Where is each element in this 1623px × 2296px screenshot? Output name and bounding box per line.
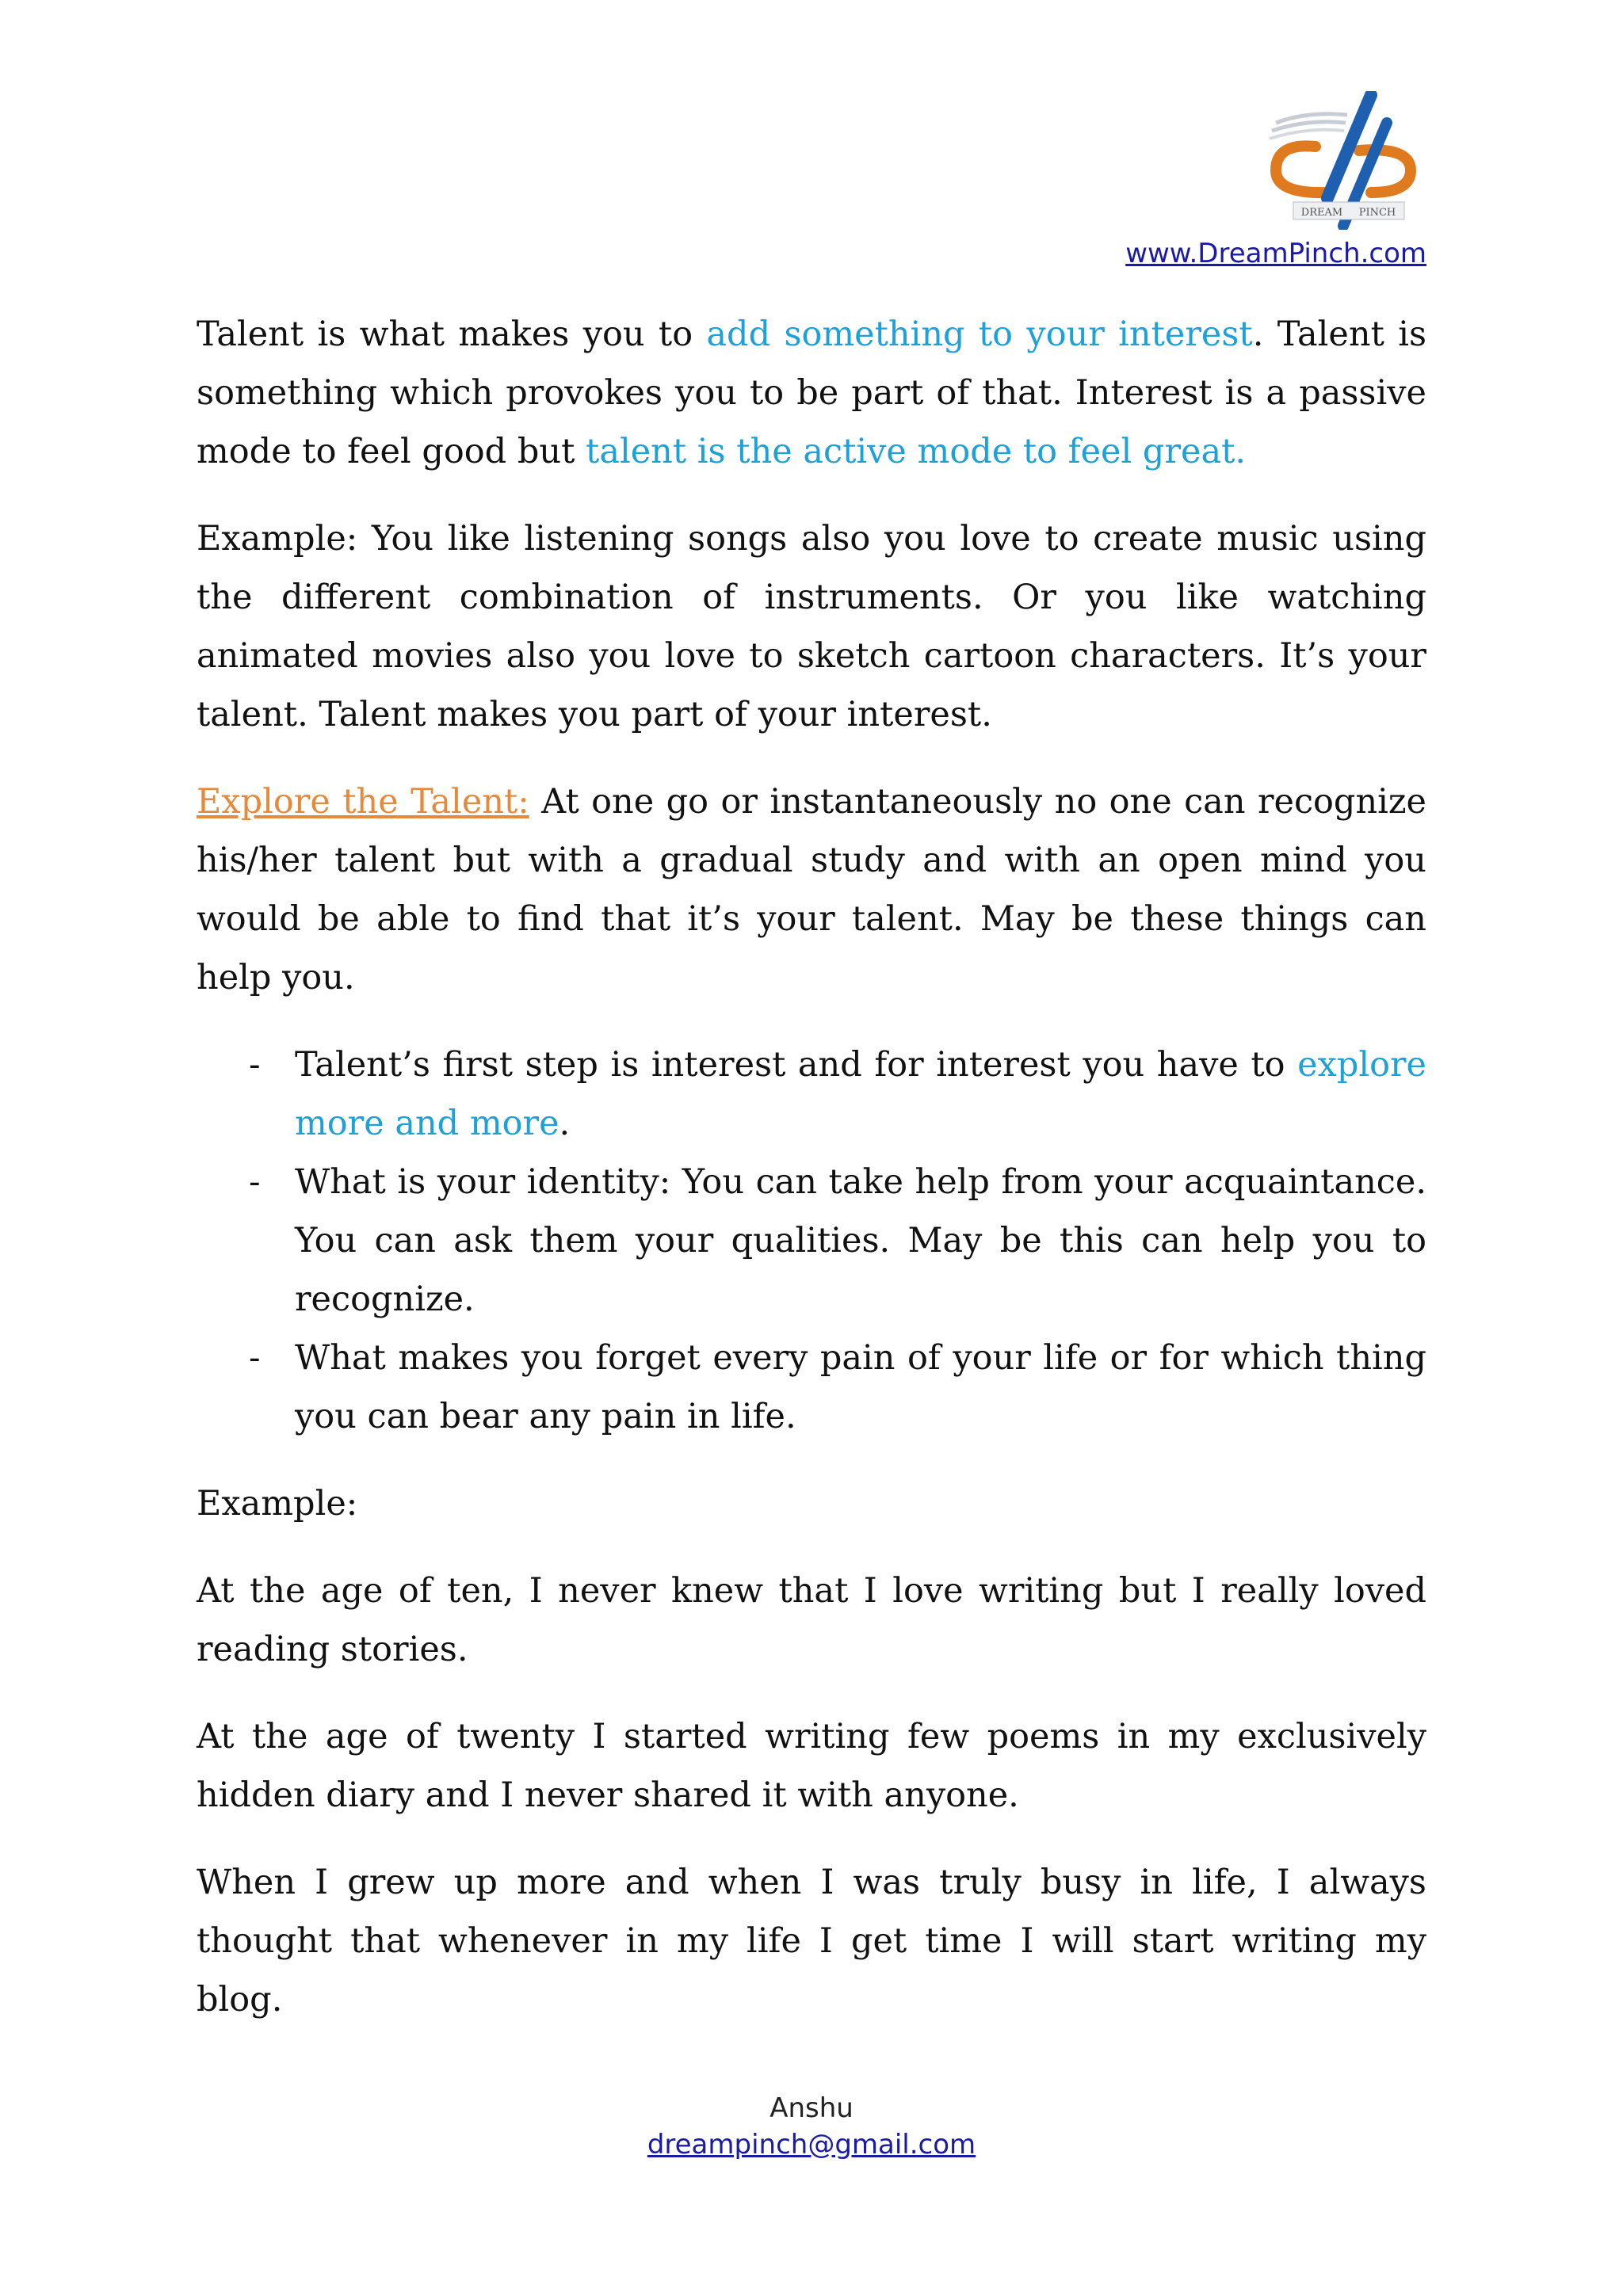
text: Talent is what makes you to [197,315,707,354]
dreampinch-logo-icon [1252,91,1434,230]
text: What makes you forget every pain of your life or for which thing you can bear any pain in life. [295,1338,1426,1436]
paragraph-example-1: Example: You like listening songs also you love to create music using the different combination of instruments. Or you like watching animated movies also you love to sketch cartoon characters. It’s your talent. Talent makes you part of your interest. [197,519,1426,734]
dash-bullet: - [249,1162,261,1202]
dreampinch-logo [1252,91,1434,230]
site-link[interactable]: www.DreamPinch.com [1125,238,1426,269]
text: At one go or instantaneously no one can recognize his/her talent but with a gradual study and with an open mind you would be able to find that it’s your talent. May be these things can help you. [197,782,1426,997]
dash-bullet: - [249,1045,261,1085]
text: . [559,1104,571,1143]
bullet-list [197,1035,1426,1446]
paragraph-age-twenty: At the age of twenty I started writing few poems in my exclusively hidden diary and I never shared it with anyone. [197,1717,1426,1815]
text: Talent’s first step is interest and for interest you have to [295,1045,1298,1085]
text: . Talent is something which provokes you to be part of that. Interest is a passive mode to feel good but [197,315,1427,471]
email-link[interactable]: dreampinch@gmail.com [647,2129,976,2161]
paragraph-talent-definition [197,305,1426,481]
text: What is your identity: You can take help from your acquaintance. You can ask them your qualities. May be this can help you to recognize. [295,1162,1426,1319]
list-item [249,1329,1426,1446]
document-body [197,305,1426,2058]
section-heading-explore-talent: Explore the Talent: [197,782,529,822]
paragraph-grew-up: When I grew up more and when I was truly busy in life, I always thought that whenever in my life I get time I will start writing my blog. [197,1863,1426,2019]
page-footer [0,2090,1623,2163]
logo-text-dream: DREAM [1300,207,1343,219]
highlight-text: add something to your interest [706,315,1253,354]
paragraph-example-label: Example: [197,1484,358,1524]
list-item [249,1153,1426,1329]
list-item [249,1035,1426,1153]
logo-text-pinch: PINCH [1358,207,1396,219]
paragraph-explore-talent [197,772,1426,1007]
dash-bullet: - [249,1338,261,1378]
paragraph-age-ten: At the age of ten, I never knew that I love writing but I really loved reading stories. [197,1571,1426,1669]
highlight-text: explore more and more [295,1045,1426,1143]
author-name: Anshu [769,2092,854,2124]
highlight-text: talent is the active mode to feel great. [586,432,1247,471]
